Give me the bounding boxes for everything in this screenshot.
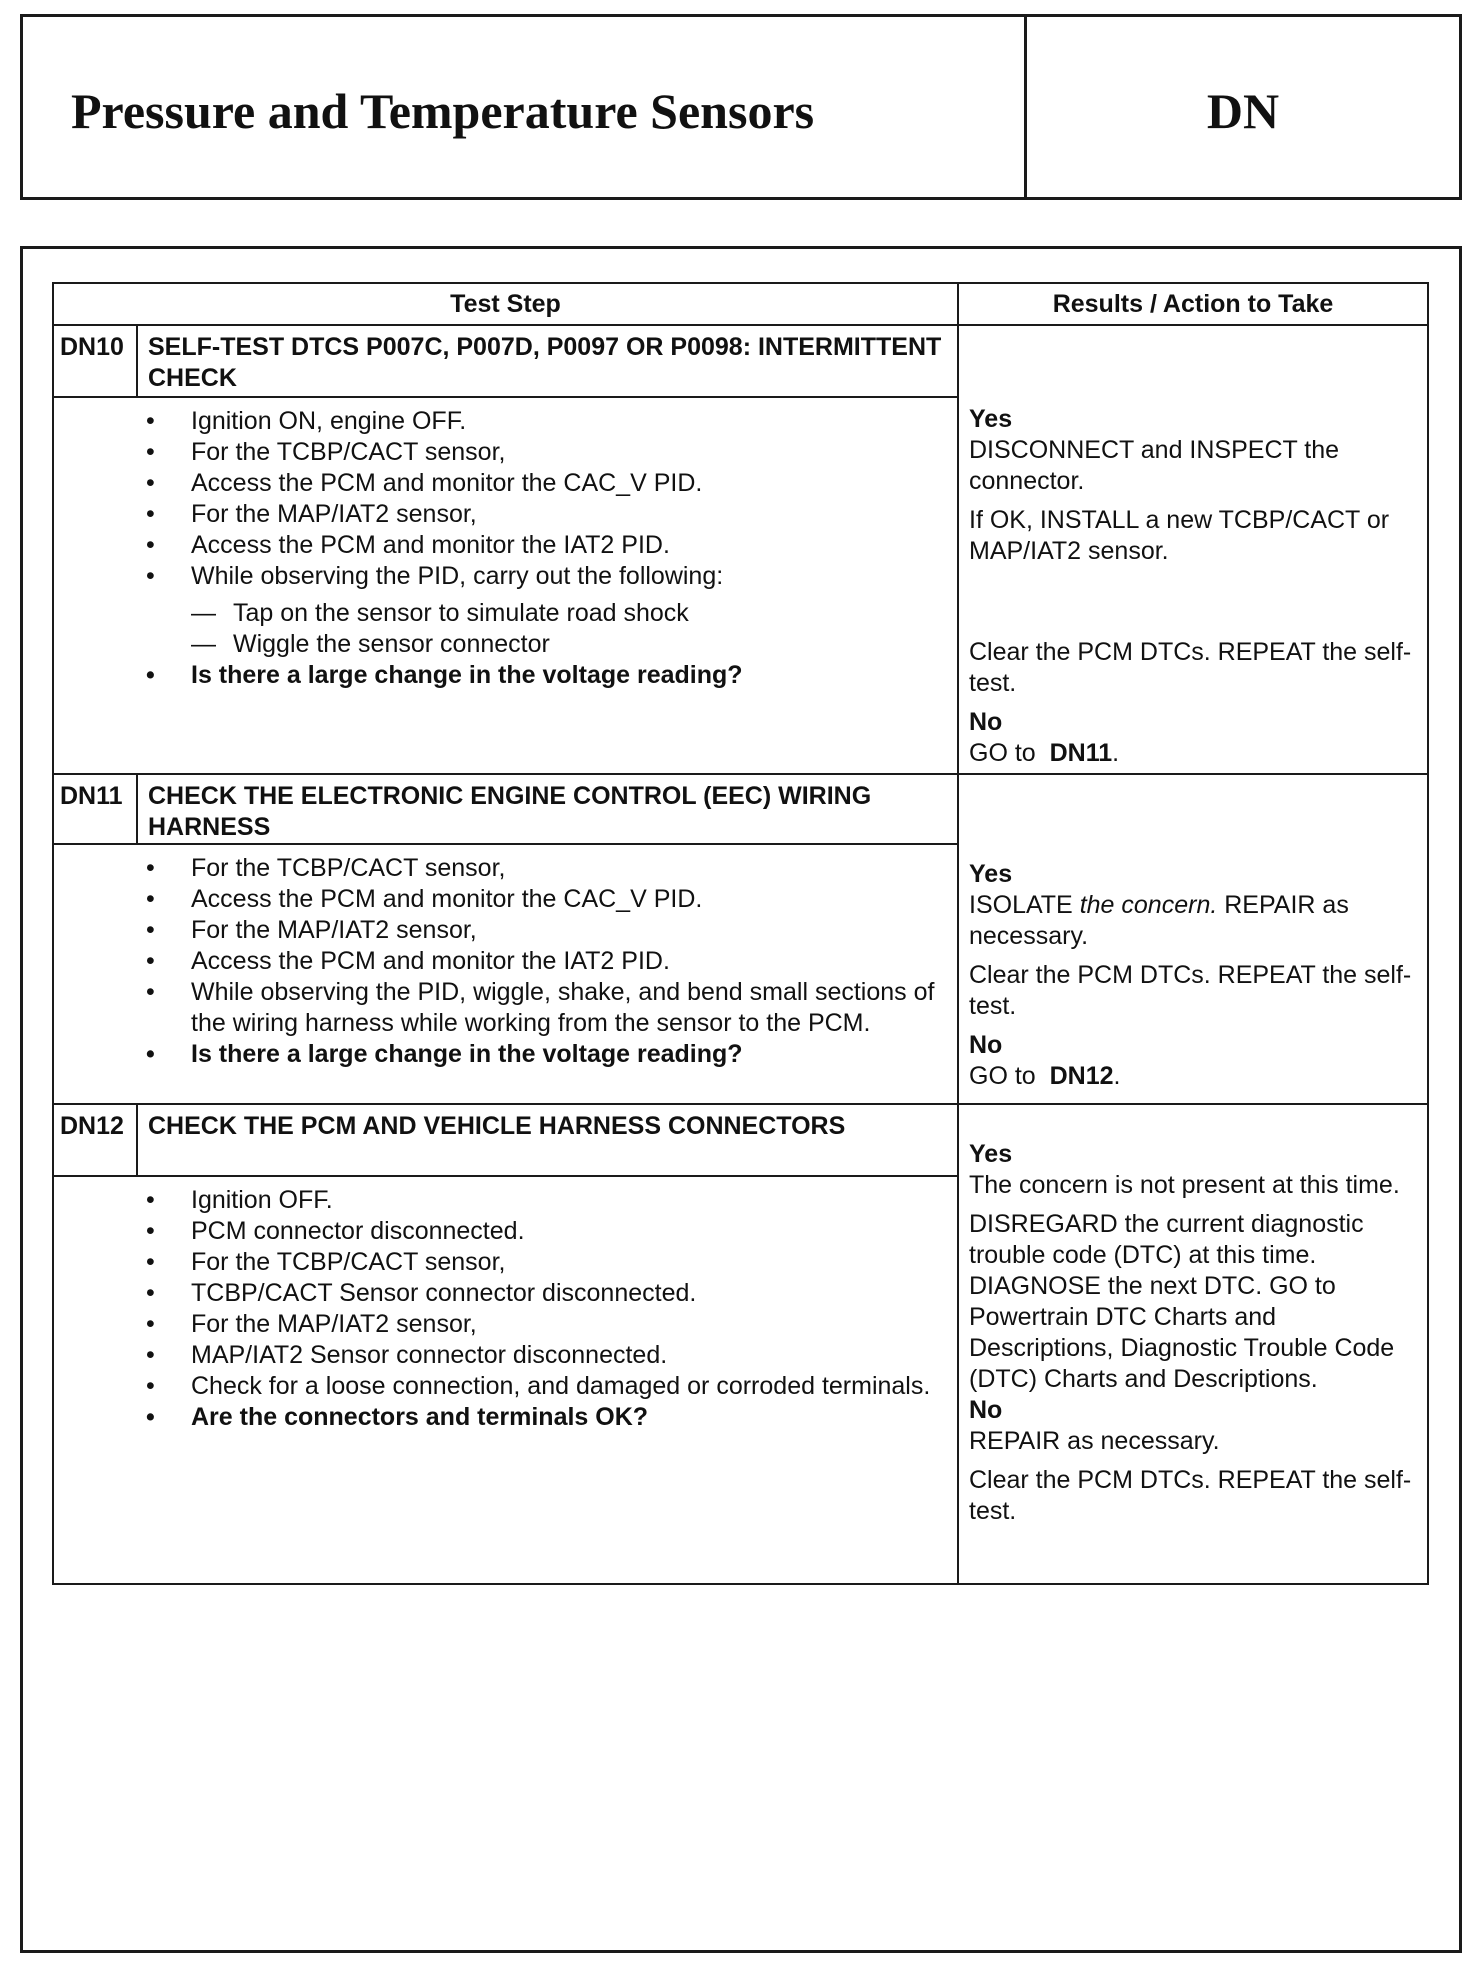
list-item: • MAP/IAT2 Sensor connector disconnected.	[146, 1340, 957, 1371]
result-text: Clear the PCM DTCs. REPEAT the self-test.	[969, 638, 1412, 697]
list-item: • For the TCBP/CACT sensor,	[146, 853, 957, 884]
list-item: • Ignition OFF.	[146, 1185, 957, 1216]
result-text: The concern is not present at this time.	[969, 1171, 1400, 1199]
no-label: No	[969, 708, 1003, 736]
list-item: • For the MAP/IAT2 sensor,	[146, 1309, 957, 1340]
goto-target: DN11	[1049, 739, 1113, 767]
yes-label: Yes	[969, 1140, 1013, 1168]
column-header-results: Results / Action to Take	[959, 284, 1429, 324]
list-item: • PCM connector disconnected.	[146, 1216, 957, 1247]
step-title: SELF-TEST DTCS P007C, P007D, P0097 OR P0098: INTERMITTENT CHECK	[148, 333, 942, 392]
list-item: — Wiggle the sensor connector	[191, 629, 957, 660]
table-row-dn11	[52, 773, 1429, 1103]
list-item: • While observing the PID, wiggle, shake, and bend small sections of the wiring harness while working from the sensor to the PCM.	[146, 977, 957, 1039]
step-question: • Is there a large change in the voltage reading?	[146, 660, 957, 691]
step-instructions	[54, 845, 957, 1070]
section-code: DN	[1206, 83, 1280, 139]
list-item: • For the MAP/IAT2 sensor,	[146, 915, 957, 946]
page-header	[20, 14, 1462, 200]
result-text: REPAIR as necessary.	[969, 1427, 1220, 1455]
step-id: DN12	[54, 1105, 138, 1175]
step-title: CHECK THE PCM AND VEHICLE HARNESS CONNECTORS	[148, 1112, 846, 1140]
yes-label: Yes	[969, 860, 1013, 888]
list-item: • Check for a loose connection, and damaged or corroded terminals.	[146, 1371, 957, 1402]
table-header-row	[52, 282, 1429, 326]
list-item: • For the TCBP/CACT sensor,	[146, 1247, 957, 1278]
step-result	[959, 775, 1429, 1103]
no-label: No	[969, 1031, 1003, 1059]
result-text: DIAGNOSE the next DTC. GO to Powertrain DTC Charts and Descriptions, Diagnostic Trouble Code (DTC) Charts and Descriptions.	[969, 1272, 1395, 1393]
no-label: No	[969, 1396, 1003, 1424]
result-text: ISOLATE the concern. REPAIR as necessary.	[969, 891, 1349, 950]
step-title: CHECK THE ELECTRONIC ENGINE CONTROL (EEC) WIRING HARNESS	[148, 782, 872, 841]
list-item: • While observing the PID, carry out the following:	[146, 561, 957, 592]
result-text: DISREGARD the current diagnostic trouble code (DTC) at this time.	[969, 1210, 1364, 1269]
list-item: • TCBP/CACT Sensor connector disconnected.	[146, 1278, 957, 1309]
list-item: • Access the PCM and monitor the IAT2 PID.	[146, 530, 957, 561]
yes-label: Yes	[969, 405, 1013, 433]
step-id: DN10	[54, 326, 138, 396]
step-question: • Is there a large change in the voltage reading?	[146, 1039, 957, 1070]
list-item: • Ignition ON, engine OFF.	[146, 406, 957, 437]
result-text: If OK, INSTALL a new TCBP/CACT or MAP/IAT2 sensor.	[969, 506, 1390, 565]
page-title: Pressure and Temperature Sensors	[23, 17, 1027, 197]
result-text: GO to DN12.	[969, 1062, 1121, 1090]
step-instructions	[54, 398, 957, 592]
test-step-table	[52, 282, 1429, 1585]
list-item: — Tap on the sensor to simulate road shock	[191, 598, 957, 629]
list-item: • Access the PCM and monitor the IAT2 PID.	[146, 946, 957, 977]
result-text: GO to DN11.	[969, 739, 1120, 767]
result-text: Clear the PCM DTCs. REPEAT the self-test.	[969, 961, 1412, 1020]
step-question: • Are the connectors and terminals OK?	[146, 1402, 957, 1433]
result-text: DISCONNECT and INSPECT the connector.	[969, 436, 1340, 495]
result-text: Clear the PCM DTCs. REPEAT the self-test.	[969, 1466, 1412, 1525]
table-row-dn12	[52, 1103, 1429, 1585]
step-result	[959, 1105, 1429, 1583]
list-item: • For the TCBP/CACT sensor,	[146, 437, 957, 468]
step-id: DN11	[54, 775, 138, 843]
column-header-test-step: Test Step	[52, 284, 959, 324]
list-item: • For the MAP/IAT2 sensor,	[146, 499, 957, 530]
step-result	[959, 326, 1429, 773]
table-row-dn10	[52, 326, 1429, 773]
sub-instructions	[54, 598, 957, 660]
goto-target: DN12	[1049, 1062, 1114, 1090]
list-item: • Access the PCM and monitor the CAC_V PID.	[146, 468, 957, 499]
step-instructions	[54, 1177, 957, 1433]
list-item: • Access the PCM and monitor the CAC_V PID.	[146, 884, 957, 915]
